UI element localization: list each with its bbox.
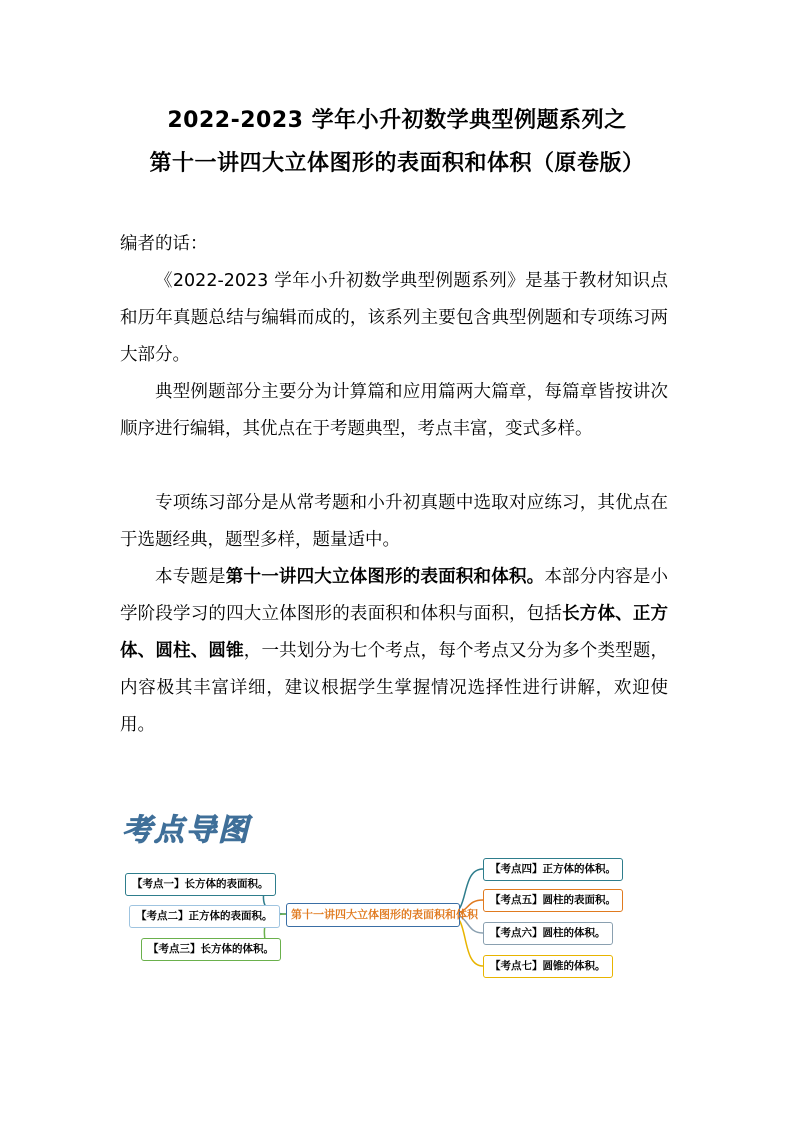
document-title-line1: 2022-2023 学年小升初数学典型例题系列之 <box>167 108 627 133</box>
mindmap-node-kaodian-3: 【考点三】长方体的体积。 <box>141 938 281 961</box>
mindmap-node-kaodian-6: 【考点六】圆柱的体积。 <box>483 922 613 945</box>
p4-topic-bold: 第十一讲四大立体图形的表面积和体积。 <box>225 567 545 587</box>
document-title-line2: 第十一讲四大立体图形的表面积和体积（原卷版） <box>149 151 645 176</box>
mindmap-node-kaodian-7: 【考点七】圆锥的体积。 <box>483 955 613 978</box>
mindmap-node-kaodian-2: 【考点二】正方体的表面积。 <box>129 905 280 928</box>
mindmap-node-kaodian-1: 【考点一】长方体的表面积。 <box>125 873 276 896</box>
mindmap-center-node: 第十一讲四大立体图形的表面积和体积 <box>286 903 460 927</box>
mindmap-heading: 考点导图 <box>122 813 250 848</box>
p4-text-e: ，一共划分为七个考点，每个考点又分为多个类型题，内容极其丰富详细，建议根据学生掌握情况选择性进行讲解，欢迎使用。 <box>120 641 669 735</box>
p4-shapes-bold: 长方体、正方体、圆柱、圆锥 <box>120 604 669 661</box>
p4-text-c: 本部分内容是小学阶段学习的四大立体图形的表面积和体积与面积，包括 <box>120 567 669 624</box>
editor-label: 编者的话： <box>120 234 208 254</box>
p4-text-a: 本专题是 <box>155 567 226 587</box>
paragraph-2: 典型例题部分主要分为计算篇和应用篇两大篇章，每篇章皆按讲次顺序进行编辑，其优点在于考题典型，考点丰富，变式多样。 <box>120 382 668 439</box>
mindmap-node-kaodian-5: 【考点五】圆柱的表面积。 <box>483 889 623 912</box>
mindmap-node-kaodian-4: 【考点四】正方体的体积。 <box>483 858 623 881</box>
paragraph-3: 专项练习部分是从常考题和小升初真题中选取对应练习，其优点在于选题经典，题型多样，题量适中。 <box>120 493 668 550</box>
paragraph-1: 《2022-2023 学年小升初数学典型例题系列》是基于教材知识点和历年真题总结与编辑而成的，该系列主要包含典型例题和专项练习两大部分。 <box>120 271 668 365</box>
